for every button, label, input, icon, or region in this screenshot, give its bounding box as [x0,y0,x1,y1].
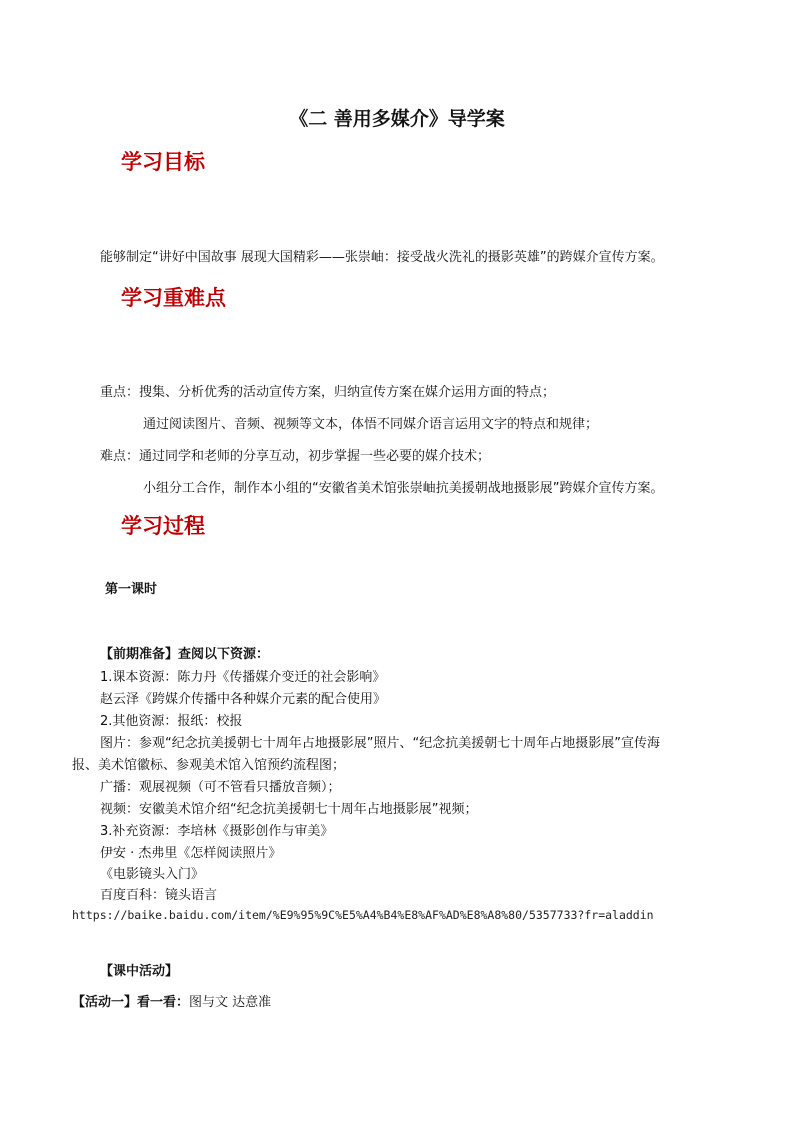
resource-line: 报、美术馆徽标、参观美术馆入馆预约流程图； [72,758,346,773]
activity-one-line [72,995,271,1011]
resource-line: 视频：安徽美术馆介绍“纪念抗美援朝七十周年占地摄影展”视频； [100,802,478,817]
resource-url-link[interactable]: https://baike.baidu.com/item/%E9%95%9C%E5%A4%B4%E8%AF%AD%E8%A8%80/5357733?fr=aladdin [72,908,654,922]
resource-line: 《电影镜头入门》 [100,867,205,882]
key-point-line: 重点：搜集、分析优秀的活动宣传方案，归纳宣传方案在媒介运用方面的特点； [100,385,556,400]
resource-line: 广播：观展视频（可不管看只播放音频）； [100,780,341,795]
lesson-label: 第一课时 [105,582,158,597]
resource-line: 1.课本资源：陈力丹《传播媒介变迁的社会影响》 [100,670,386,685]
class-activity-label: 【课中活动】 [100,964,179,979]
resource-line: 伊安 · 杰弗里《怎样阅读照片》 [100,846,282,861]
section-heading-keypoints: 学习重难点 [121,285,226,310]
resource-line: 百度百科：镜头语言 [100,888,218,903]
key-point-line: 通过阅读图片、音频、视频等文本，体悟不同媒介语言运用文字的特点和规律； [143,417,599,432]
resource-line: 赵云泽《跨媒介传播中各种媒介元素的配合使用》 [100,692,387,707]
resource-line: 2.其他资源：报纸：校报 [100,714,243,729]
resource-line: 图片：参观“纪念抗美援朝七十周年占地摄影展”照片、“纪念抗美援朝七十周年占地摄影展”宣传海 [100,736,660,751]
section-heading-goals: 学习目标 [121,149,205,174]
section-heading-process: 学习过程 [121,513,205,538]
goal-text: 能够制定“讲好中国故事 展现大国精彩——张崇岫：接受战火洗礼的摄影英雄”的跨媒介宣传方案。 [100,250,664,265]
activity-one-label: 【活动一】看一看： [72,995,190,1010]
difficulty-line: 难点：通过同学和老师的分享互动，初步掌握一些必要的媒介技术； [100,449,491,464]
difficulty-line: 小组分工合作，制作本小组的“安徽省美术馆张崇岫抗美援朝战地摄影展”跨媒介宣传方案。 [143,481,664,496]
prep-label: 【前期准备】查阅以下资源： [100,647,270,662]
resource-line: 3.补充资源：李培林《摄影创作与审美》 [100,824,334,839]
document-title: 《二 善用多媒介》导学案 [289,108,505,130]
activity-one-text: 图与文 达意准 [189,995,272,1010]
